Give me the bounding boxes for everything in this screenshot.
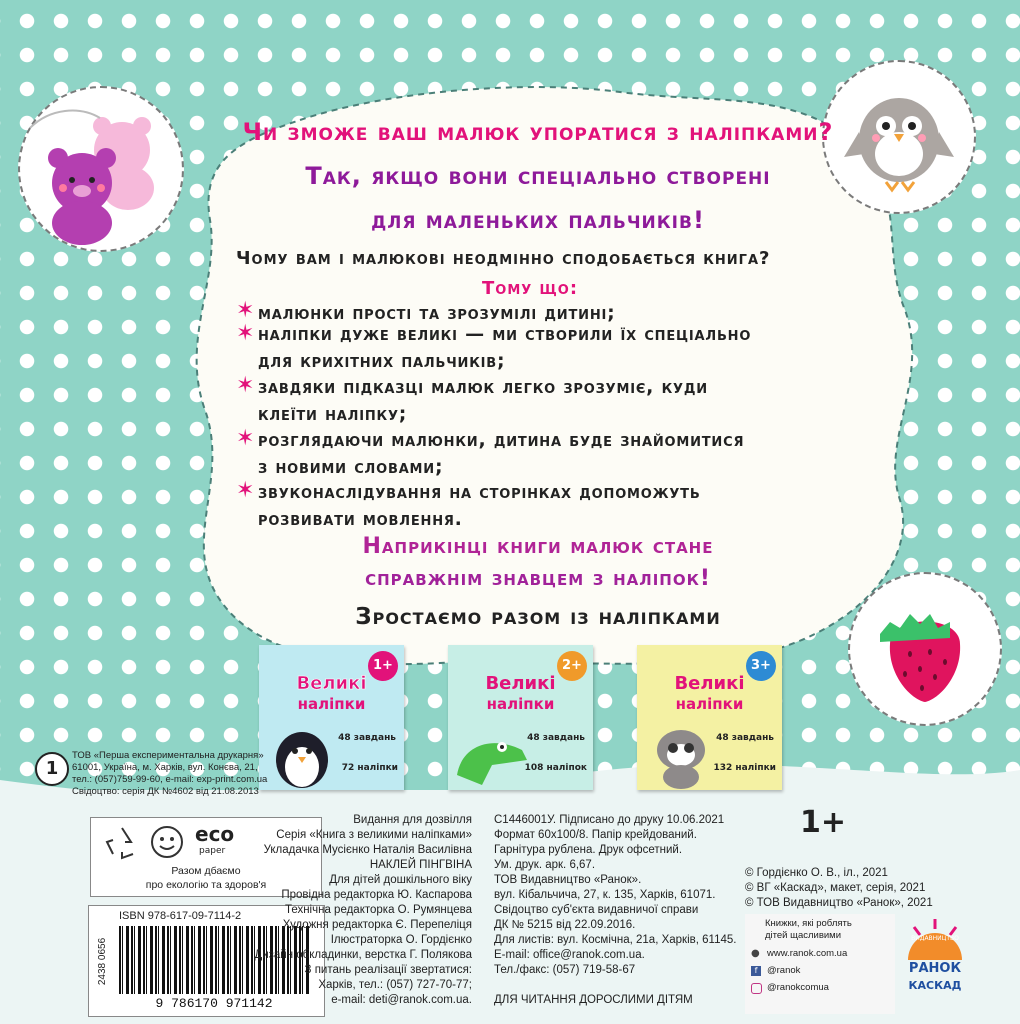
bullet-3-line-2: клеїти наліпку;	[258, 403, 408, 425]
print-line: Гарнітура рублена. Друк офсетний.	[494, 844, 683, 856]
printer-line-3: тел.: (057)759-99-60, e-mail: exp-print.com.ua	[72, 774, 268, 785]
age-badge: 2+	[557, 651, 587, 681]
intro-line-1: Чи зможе ваш малюк упоратися з наліпками?	[242, 118, 834, 146]
book-subtitle-2: наліпки	[486, 695, 555, 713]
print-line: Для листів: вул. Космічна, 21а, Харків, 61145.	[494, 934, 737, 946]
slogan-line-1: Книжки, які роблять	[765, 918, 852, 929]
edition-line: Для дітей дошкільного віку	[329, 874, 472, 886]
crocodile-icon	[452, 715, 532, 790]
intro-line-3: для маленьких пальчиків!	[371, 206, 705, 234]
edition-line: З питань реалізації звертатися:	[304, 964, 472, 976]
eco-logo-sub: paper	[199, 846, 226, 856]
book-stickers-1: 72 наліпки	[341, 763, 398, 773]
edition-info	[240, 813, 472, 1008]
edition-line: Художня редакторка Є. Перепеліця	[282, 919, 472, 931]
printer-line-4: Свідоцтво: серія ДК №4602 від 21.08.2013	[72, 786, 259, 797]
book-stickers-2: 108 наліпок	[524, 763, 587, 773]
print-info	[494, 813, 744, 1008]
printer-line-1: ТОВ «Перша експериментальна друкарня»	[72, 750, 264, 761]
edition-line: Технічна редакторка О. Румянцева	[284, 904, 472, 916]
bullet-star-icon: ✶	[236, 478, 255, 503]
intro-line-2: Так, якщо вони спеціально створені	[305, 162, 771, 190]
facebook-icon: f	[751, 966, 761, 976]
book-title-2: Великі	[485, 673, 556, 694]
outro-line-1: Наприкінці книги малюк стане	[362, 534, 714, 559]
print-line	[494, 978, 744, 993]
book-title-3: Великі	[674, 673, 745, 694]
why-question: Чому вам і малюкові неодмінно сподобається книга?	[236, 248, 771, 269]
edition-line: НАКЛЕЙ ПІНГВІНА	[369, 859, 472, 871]
eco-logo: eco	[195, 822, 235, 846]
eco-caption-1: Разом дбаємо	[171, 865, 241, 877]
book-cover-1[interactable]	[259, 645, 404, 790]
book-subtitle-3: наліпки	[675, 695, 744, 713]
instagram-icon	[751, 983, 762, 994]
print-line: E-mail: office@ranok.com.ua.	[494, 949, 645, 961]
bullet-2-line-2: для крихітних пальчиків;	[258, 350, 506, 372]
strawberry-icon	[850, 574, 1000, 724]
reading-note: ДЛЯ ЧИТАННЯ ДОРОСЛИМИ ДІТЯМ	[494, 994, 693, 1006]
bullet-star-icon: ✶	[236, 373, 255, 398]
brand-name: РАНОК	[908, 961, 962, 976]
print-line: Свідоцтво суб'єкта видавничої справи	[494, 904, 699, 916]
raccoon-icon	[643, 715, 718, 790]
print-line: Ум. друк. арк. 6,67.	[494, 859, 596, 871]
bear-icon	[20, 88, 182, 250]
bullet-5-line-1: звуконаслідування на сторінках допоможуть	[258, 481, 701, 503]
isbn-text: ISBN 978-617-09-7114-2	[119, 910, 242, 922]
edition-line: Видання для дозвілля	[353, 814, 472, 826]
penguin-icon	[267, 715, 337, 790]
globe-icon: ●	[751, 948, 760, 959]
brand-arc: ВИДАВНИЦТВО	[911, 935, 959, 942]
edition-line: Укладачка Мусієнко Наталія Василівна	[263, 844, 472, 856]
book-tasks-1: 48 завдань	[338, 733, 396, 743]
edition-line: e-mail: deti@ranok.com.ua.	[331, 994, 472, 1006]
isbn-side: 2438 0656	[97, 937, 109, 986]
age-badge: 3+	[746, 651, 776, 681]
book-tasks-2: 48 завдань	[527, 733, 585, 743]
age-badge: 1+	[368, 651, 398, 681]
ranok-logo	[900, 915, 970, 1015]
book-cover-2[interactable]	[448, 645, 593, 790]
printer-line-2: 61001, Україна, м. Харків, вул. Конєва, 21,	[72, 762, 258, 773]
edition-line: Провідна редакторка Ю. Каспарова	[281, 889, 472, 901]
bullet-4-line-2: з новими словами;	[258, 456, 444, 478]
bullet-star-icon: ✶	[236, 298, 255, 323]
copyright-1: © Гордієнко О. В., іл., 2021	[745, 867, 888, 879]
print-line: Формат 60х100/8. Папір крейдований.	[494, 829, 697, 841]
print-line: ТОВ Видавництво «Ранок».	[494, 874, 642, 886]
publisher-fb[interactable]: @ranok	[767, 965, 801, 976]
edition-line: Ілюстраторка О. Гордієнко	[330, 934, 472, 946]
book-cover-3[interactable]	[637, 645, 782, 790]
book-tasks-3: 48 завдань	[716, 733, 774, 743]
bullet-1-line-1: малюнки прості та зрозумілі дитині;	[258, 302, 616, 324]
slogan-line-2: дітей щасливими	[765, 930, 842, 941]
bullet-star-icon: ✶	[236, 426, 255, 451]
publisher-site[interactable]: www.ranok.com.ua	[767, 948, 848, 959]
print-line: Тел./факс: (057) 719-58-67	[494, 964, 636, 976]
bullet-star-icon: ✶	[236, 321, 255, 346]
print-line: С1446001У. Підписано до друку 10.06.2021	[494, 814, 725, 826]
publisher-block	[745, 914, 895, 1014]
edition-line: Харків, тел.: (057) 727-70-77;	[318, 979, 472, 991]
series-heading: Зростаємо разом із наліпками	[355, 604, 721, 630]
recycle-icon	[103, 824, 141, 862]
sticker-strawberry	[848, 572, 1002, 726]
edition-line: Серія «Книга з великими наліпками»	[276, 829, 472, 841]
publisher-ig[interactable]: @ranokcomua	[767, 982, 829, 993]
brand-name-2: КАСКАД	[908, 979, 962, 992]
bullet-2-line-1: наліпки дуже великі — ми створили їх спеціально	[258, 323, 752, 345]
copyright-2: © ВГ «Каскад», макет, серія, 2021	[745, 882, 926, 894]
child-safe-icon	[149, 824, 185, 860]
age-mark: 1+	[800, 805, 847, 840]
bullet-5-line-2: розвивати мовлення.	[258, 508, 463, 530]
why-because: Тому що:	[482, 278, 579, 299]
outro-line-2: справжнім знавцем з наліпок!	[365, 566, 711, 591]
print-line: вул. Кібальчича, 27, к. 135, Харків, 61071.	[494, 889, 716, 901]
book-stickers-3: 132 наліпки	[713, 763, 776, 773]
book-title-1: Великі	[296, 673, 367, 694]
eco-caption-2: про екологію та здоров'я	[145, 879, 267, 891]
printer-badge: 1	[35, 752, 69, 786]
isbn-digits: 9 786170 971142	[155, 996, 273, 1011]
book-subtitle-1: наліпки	[297, 695, 366, 713]
sticker-bears	[18, 86, 184, 252]
copyright-3: © ТОВ Видавництво «Ранок», 2021	[745, 897, 933, 909]
bullet-4-line-1: розглядаючи малюнки, дитина буде знайомитися	[258, 429, 745, 451]
edition-line: Дизайн обкладинки, верстка Г. Полякова	[254, 949, 472, 961]
bullet-3-line-1: завдяки підказці малюк легко зрозуміє, куди	[258, 376, 708, 398]
print-line: ДК № 5215 від 22.09.2016.	[494, 919, 636, 931]
